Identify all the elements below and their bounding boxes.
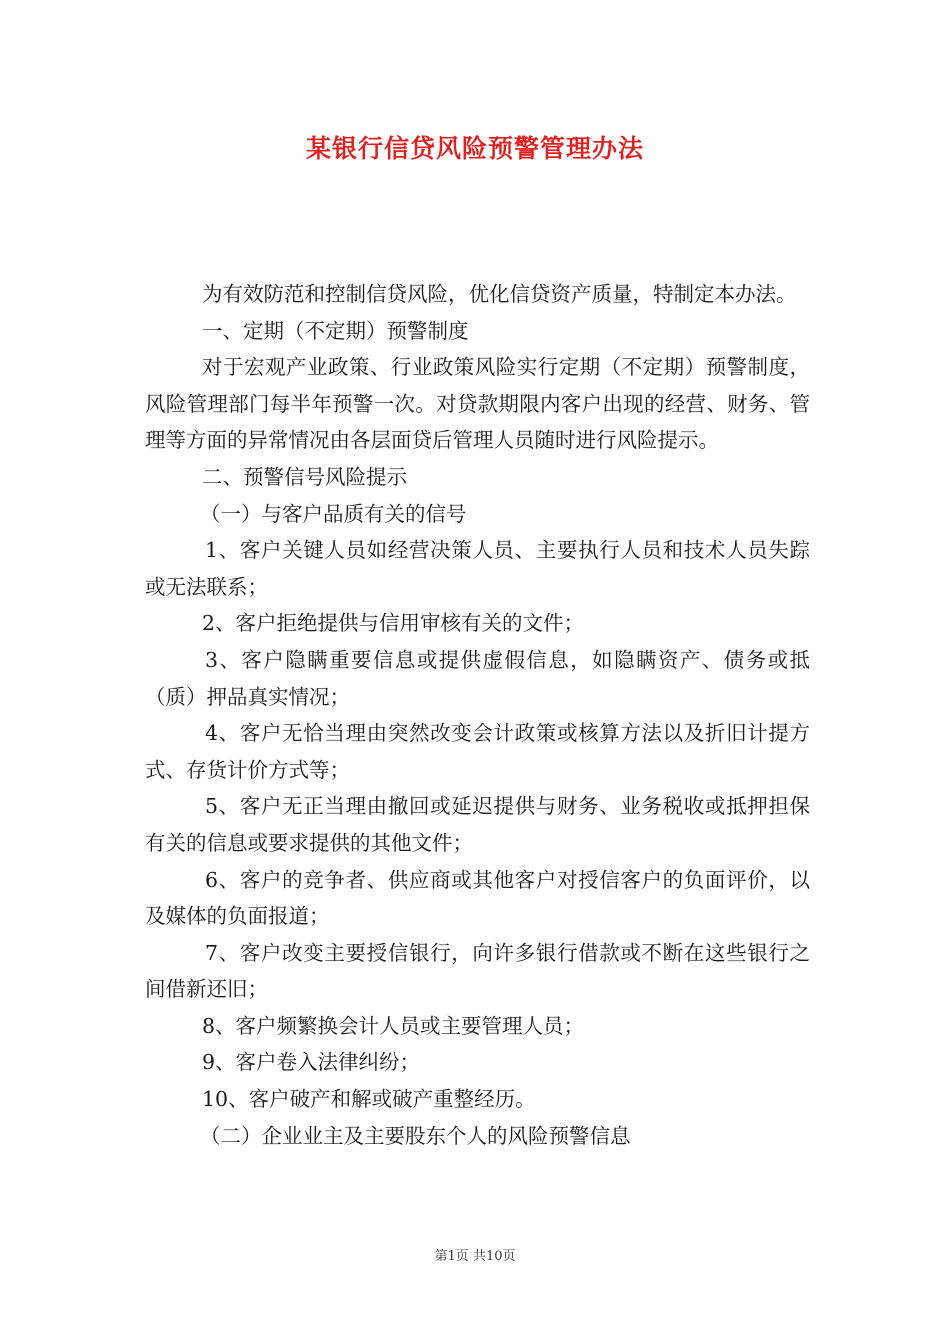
list-item: 7、客户改变主要授信银行，向许多银行借款或不断在这些银行之间借新还旧； [145,940,810,1002]
footer-middle: 页 共 [455,1249,486,1264]
document-title: 某银行信贷风险预警管理办法 [305,134,644,163]
list-item: 5、客户无正当理由撤回或延迟提供与财务、业务税收或抵押担保有关的信息或要求提供的其他文件； [145,794,810,855]
subsection-heading-1: （一）与客户品质有关的信号 [200,501,467,526]
list-item: 2、客户拒绝提供与信用审核有关的文件； [202,611,585,636]
list-item: 9、客户卷入法律纠纷； [202,1050,421,1075]
list-item: 1、客户关键人员如经营决策人员、主要执行人员和技术人员失踪或无法联系； [145,538,810,599]
document-body [145,276,810,1154]
footer-suffix: 页 [502,1249,516,1264]
intro-paragraph: 为有效防范和控制信贷风险，优化信贷资产质量，特制定本办法。 [202,282,797,306]
footer-prefix: 第 [434,1249,448,1264]
list-item: 10、客户破产和解或破产重整经历。 [202,1087,536,1112]
section-heading-2: 二、预警信号风险提示 [202,464,407,489]
list-item: 6、客户的竞争者、供应商或其他客户对授信客户的负面评价，以及媒体的负面报道； [145,867,810,929]
list-item: 4、客户无恰当理由突然改变会计政策或核算方法以及折旧计提方式、存货计价方式等； [145,721,810,782]
list-item: 8、客户频繁换会计人员或主要管理人员； [202,1013,585,1038]
body-paragraph: 对于宏观产业政策、行业政策风险实行定期（不定期）预警制度，风险管理部门每半年预警一次。对贷款期限内客户出现的经营、财务、管理等方面的异常情况由各层面贷后管理人员随时进行风险提示。 [145,355,810,453]
footer-current-page: 1 [447,1249,456,1264]
page-footer [0,1248,950,1266]
section-heading-1: 一、定期（不定期）预警制度 [202,318,469,343]
footer-total-pages: 10 [485,1249,503,1264]
list-item: 3、客户隐瞒重要信息或提供虚假信息，如隐瞒资产、债务或抵（质）押品真实情况； [145,647,810,709]
subsection-heading-2: （二）企业业主及主要股东个人的风险预警信息 [200,1123,631,1148]
